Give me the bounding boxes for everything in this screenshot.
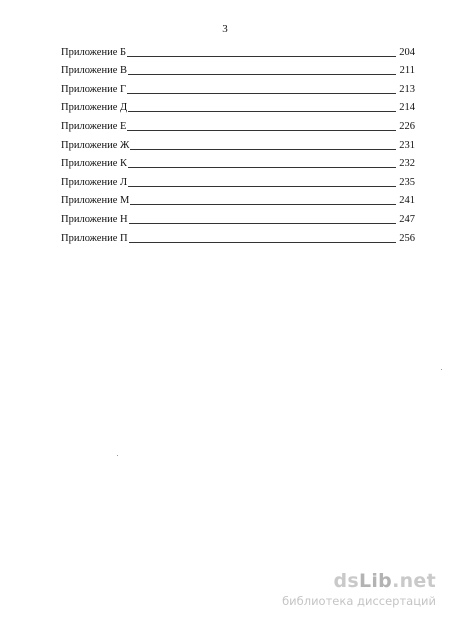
- toc-entry-page: 247: [399, 213, 415, 225]
- toc-entry-page: 226: [399, 120, 415, 132]
- toc-entry: [61, 114, 415, 133]
- toc-entry-label: Приложение Н: [61, 213, 128, 225]
- watermark: [236, 570, 436, 608]
- toc-entry-label: Приложение Б: [61, 46, 127, 58]
- toc-entry-label: Приложение М: [61, 195, 130, 207]
- toc-entry-page: 213: [399, 83, 415, 95]
- scan-speck: [441, 369, 442, 370]
- toc-entry-page: 232: [399, 158, 415, 170]
- toc-entry-label: Приложение Г: [61, 83, 127, 95]
- toc-entry-label: Приложение Ж: [61, 139, 130, 151]
- toc-entry-page: 211: [399, 65, 415, 77]
- toc-leader-line: [129, 223, 396, 224]
- watermark-logo: [236, 570, 436, 592]
- toc-entry-page: 241: [399, 195, 415, 207]
- watermark-logo-ds: ds: [333, 570, 359, 592]
- toc-entry: [61, 133, 415, 152]
- toc-entry: [61, 170, 415, 189]
- toc-leader-line: [128, 167, 396, 168]
- toc-entry: [61, 59, 415, 78]
- toc-entry: [61, 226, 415, 245]
- table-of-contents: [61, 40, 415, 245]
- toc-leader-line: [127, 130, 396, 131]
- toc-entry: [61, 189, 415, 208]
- toc-leader-line: [127, 93, 396, 94]
- toc-entry: [61, 207, 415, 226]
- toc-entry-label: Приложение Е: [61, 120, 127, 132]
- toc-entry-page: 214: [399, 102, 415, 114]
- toc-entry-page: 235: [399, 176, 415, 188]
- toc-leader-line: [128, 111, 396, 112]
- toc-entry: [61, 40, 415, 59]
- toc-entry: [61, 152, 415, 171]
- toc-leader-line: [127, 56, 396, 57]
- toc-leader-line: [129, 242, 396, 243]
- toc-entry: [61, 96, 415, 115]
- toc-leader-line: [130, 204, 396, 205]
- scan-speck: [117, 455, 118, 456]
- watermark-logo-lib: Lib: [358, 570, 393, 592]
- toc-entry: [61, 77, 415, 96]
- toc-leader-line: [128, 186, 396, 187]
- watermark-logo-tld: .net: [392, 570, 436, 592]
- toc-entry-page: 231: [399, 139, 415, 151]
- watermark-tagline: библиотека диссертаций: [282, 594, 436, 608]
- toc-leader-line: [128, 74, 396, 75]
- toc-entry-label: Приложение К: [61, 158, 127, 170]
- toc-entry-label: Приложение В: [61, 65, 127, 77]
- toc-leader-line: [130, 149, 396, 150]
- toc-entry-label: Приложение Л: [61, 176, 128, 188]
- page-number: 3: [222, 23, 228, 35]
- toc-entry-page: 256: [399, 232, 415, 244]
- toc-entry-label: Приложение Д: [61, 102, 128, 114]
- toc-entry-page: 204: [399, 46, 415, 58]
- toc-entry-label: Приложение П: [61, 232, 128, 244]
